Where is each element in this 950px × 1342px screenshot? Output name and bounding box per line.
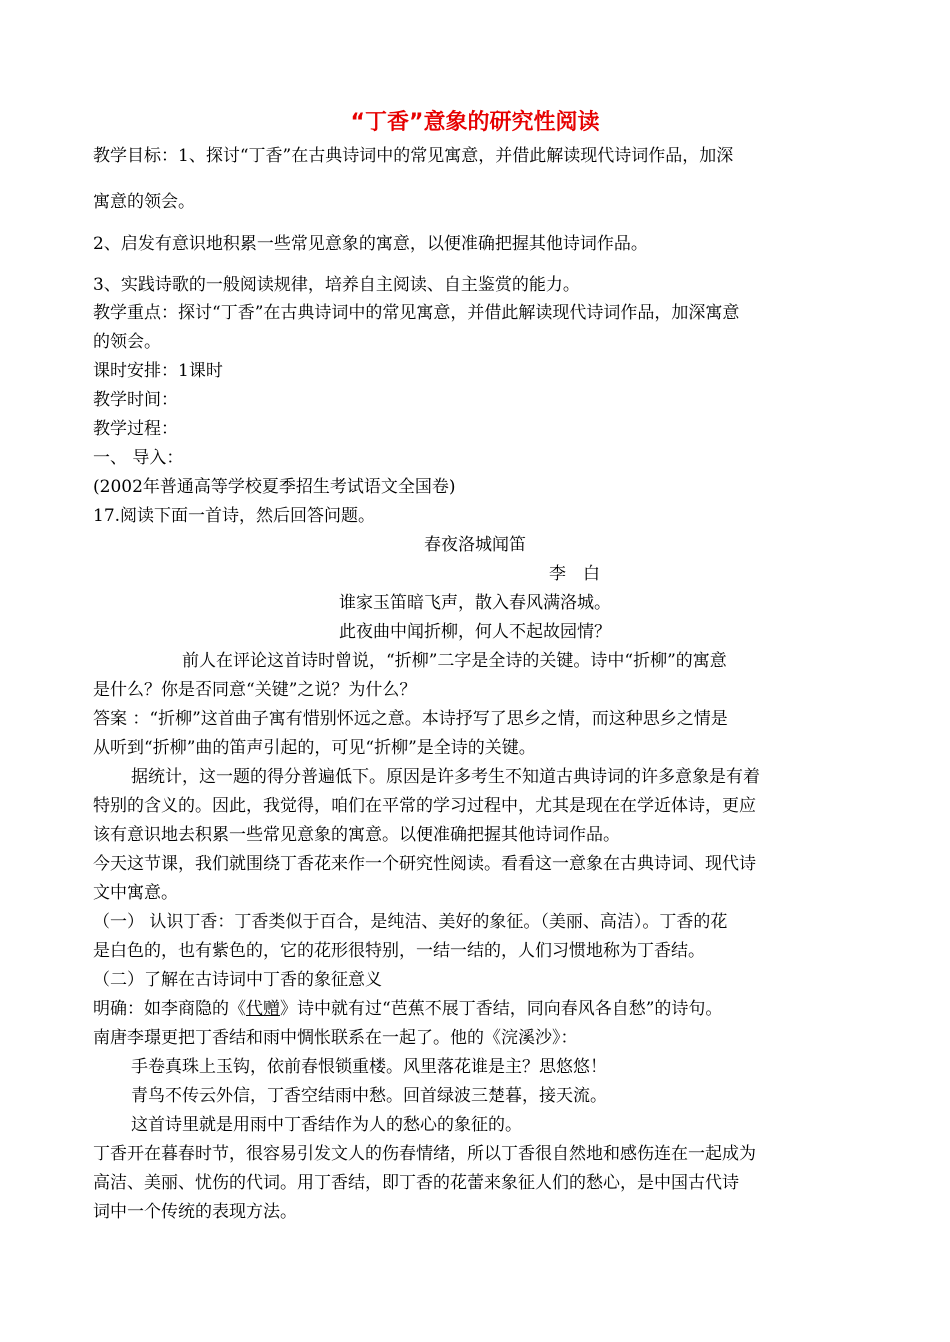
section1-line-2: 是白色的，也有紫色的，它的花形很特别，一结一结的，人们习惯地称为丁香结。 bbox=[93, 941, 705, 961]
clarify-suffix: 》诗中就有过“芭蕉不展丁香结，同向春风各自愁”的诗句。 bbox=[280, 999, 723, 1019]
conclusion-line-2: 高洁、美丽、忧伤的代词。用丁香结，即丁香的花蕾来象征人们的愁心，是中国古代诗 bbox=[93, 1173, 739, 1193]
stats-line-2: 特别的含义的。因此，我觉得，咱们在平常的学习过程中，尤其是现在在学近体诗，更应 bbox=[93, 796, 756, 816]
stats-line-1: 据统计，这一题的得分普遍低下。原因是许多考生不知道古典诗词的许多意象是有着 bbox=[131, 767, 760, 787]
answer-line-1: 答案 ：“折柳”这首曲子寓有惜别怀远之意。本诗抒写了思乡之情，而这种思乡之情是 bbox=[93, 709, 728, 729]
poem-line-2: 此夜曲中闻折柳，何人不起故园情？ bbox=[339, 622, 611, 642]
poem-author: 李 白 bbox=[549, 564, 600, 584]
goals-line-1-cont: 寓意的领会。 bbox=[93, 192, 195, 212]
goals-line-1: 教学目标：1、探讨“丁香”在古典诗词中的常见寓意，并借此解读现代诗词作品，加深 bbox=[93, 146, 734, 166]
section1-line-1: （一） 认识丁香：丁香类似于百合，是纯洁、美好的象征。（美丽、高洁）。丁香的花 bbox=[93, 912, 728, 932]
conclusion-line-1: 丁香开在暮春时节，很容易引发文人的伤春情绪，所以丁香很自然地和感伤连在一起成为 bbox=[93, 1144, 756, 1164]
schedule: 课时安排：1课时 bbox=[93, 361, 223, 381]
question-line-1: 前人在评论这首诗时曾说，“折柳”二字是全诗的关键。诗中“折柳”的寓意 bbox=[182, 651, 727, 671]
focus-line-2: 的领会。 bbox=[93, 332, 161, 352]
exam-source: (2002年普通高等学校夏季招生考试语文全国卷) bbox=[93, 477, 456, 497]
poem-line-1: 谁家玉笛暗飞声，散入春风满洛城。 bbox=[339, 593, 611, 613]
ci-line-3: 这首诗里就是用雨中丁香结作为人的愁心的象征的。 bbox=[131, 1115, 522, 1135]
question-line-2: 是什么？你是否同意“关键”之说？为什么？ bbox=[93, 680, 417, 700]
teaching-time: 教学时间： bbox=[93, 390, 178, 410]
clarify-line-2: 南唐李璟更把丁香结和雨中惆怅联系在一起了。他的《浣溪沙》： bbox=[93, 1028, 578, 1048]
intro-heading: 一、 导入： bbox=[93, 448, 184, 468]
stats-line-3: 该有意识地去积累一些常见意象的寓意。以便准确把握其他诗词作品。 bbox=[93, 825, 620, 845]
conclusion-line-3: 词中一个传统的表现方法。 bbox=[93, 1202, 297, 1222]
question-intro: 17.阅读下面一首诗，然后回答问题。 bbox=[93, 506, 376, 526]
today-line-1: 今天这节课，我们就围绕丁香花来作一个研究性阅读。看看这一意象在古典诗词、现代诗 bbox=[93, 854, 756, 874]
focus-line-1: 教学重点：探讨“丁香”在古典诗词中的常见寓意，并借此解读现代诗词作品，加深寓意 bbox=[93, 303, 740, 323]
poem-title: 春夜洛城闻笛 bbox=[424, 535, 526, 555]
teaching-process: 教学过程： bbox=[93, 419, 178, 439]
answer-line-2: 从听到“折柳”曲的笛声引起的，可见“折柳”是全诗的关键。 bbox=[93, 738, 536, 758]
goals-line-2: 2、启发有意识地积累一些常见意象的寓意，以便准确把握其他诗词作品。 bbox=[93, 234, 648, 254]
ci-line-2: 青鸟不传云外信，丁香空结雨中愁。回首绿波三楚暮，接天流。 bbox=[131, 1086, 607, 1106]
section2-heading: （二）了解在古诗词中丁香的象征意义 bbox=[93, 970, 382, 990]
clarify-line-1 bbox=[93, 997, 722, 1021]
clarify-prefix: 明确：如李商隐的《 bbox=[93, 999, 246, 1019]
today-line-2: 文中寓意。 bbox=[93, 883, 178, 903]
document-title: “丁香”意象的研究性阅读 bbox=[350, 110, 600, 135]
ci-line-1: 手卷真珠上玉钩，依前春恨锁重楼。风里落花谁是主？思悠悠！ bbox=[131, 1057, 607, 1077]
goals-line-3: 3、实践诗歌的一般阅读规律，培养自主阅读、自主鉴赏的能力。 bbox=[93, 275, 580, 295]
work-title-daizeng: 代赠 bbox=[246, 999, 280, 1019]
